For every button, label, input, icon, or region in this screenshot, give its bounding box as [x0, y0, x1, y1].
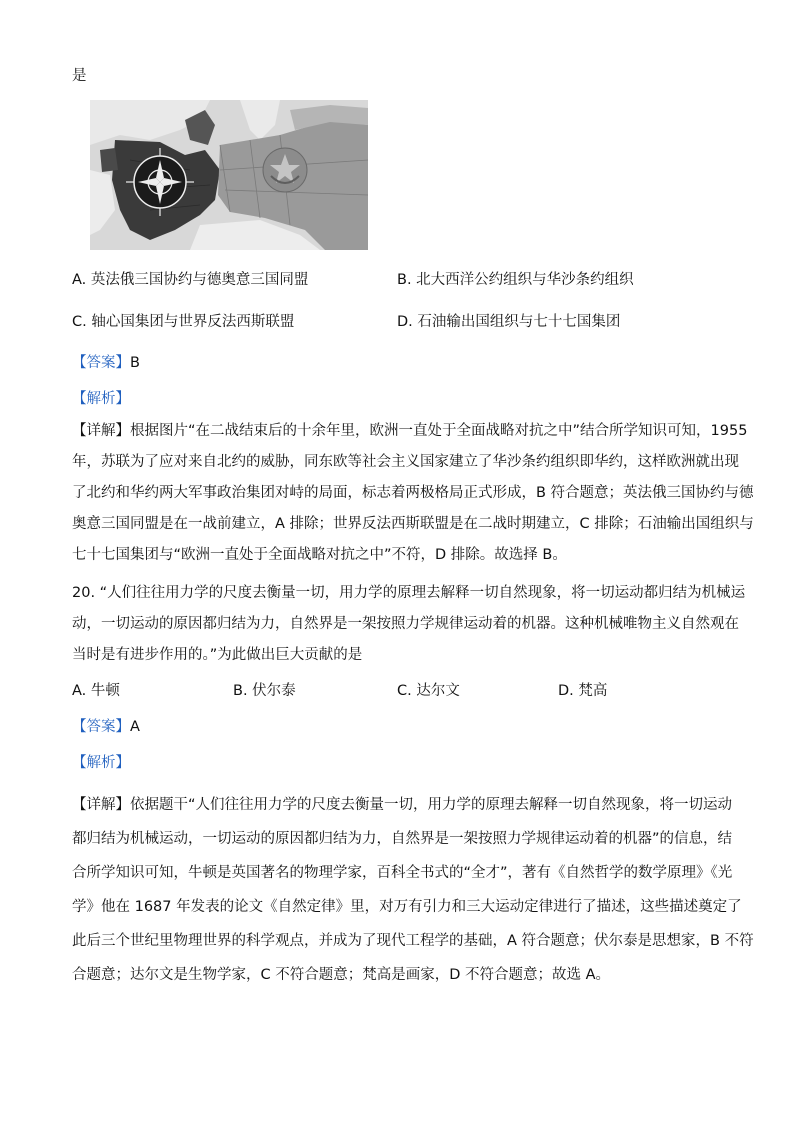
detail-paragraph	[72, 788, 754, 992]
detail-line: 了北约和华约两大军事政治集团对峙的局面，标志着两极格局正式形成，B 符合题意；英法俄三国协约与德	[72, 485, 754, 501]
question-stem-tail: 是	[72, 68, 87, 84]
answer-value: A	[130, 719, 140, 735]
detail-line: 根据图片“在二战结束后的十余年里，欧洲一直处于全面战略对抗之中”结合所学知识可知，1955	[130, 423, 748, 439]
option-d: D. 石油输出国组织与七十七国集团	[397, 314, 621, 330]
answer-tag: 【答案】	[72, 355, 130, 371]
detail-line: 奥意三国同盟是在一战前建立，A 排除；世界反法西斯联盟是在二战时期建立，C 排除；石油输出国组织与	[72, 516, 754, 532]
detail-paragraph	[72, 416, 754, 571]
detail-line: 依据题干“人们往往用力学的尺度去衡量一切，用力学的原理去解释一切自然现象，将一切运动	[130, 797, 733, 813]
option-a: A. 英法俄三国协约与德奥意三国同盟	[72, 272, 309, 288]
answer-line	[72, 717, 140, 737]
answer-line	[72, 353, 140, 373]
option-d: D. 梵高	[558, 683, 608, 699]
detail-line: 年，苏联为了应对来自北约的威胁，同东欧等社会主义国家建立了华沙条约组织即华约，这样欧洲就出现	[72, 454, 739, 470]
detail-line: 学》他在 1687 年发表的论文《自然定律》里，对万有引力和三大运动定律进行了描述，这些描述奠定了	[72, 899, 742, 915]
stem-line: 动，一切运动的原因都归结为力，自然界是一架按照力学规律运动着的机器。这种机械唯物主义自然观在	[72, 616, 739, 632]
analysis-tag: 【解析】	[72, 391, 130, 407]
answer-value: B	[130, 355, 140, 371]
option-b: B. 伏尔泰	[233, 683, 296, 699]
detail-line: 都归结为机械运动，一切运动的原因都归结为力，自然界是一架按照力学规律运动着的机器”的信息，结	[72, 831, 733, 847]
detail-tag: 【详解】	[72, 423, 130, 439]
detail-tag: 【详解】	[72, 797, 130, 813]
analysis-tag: 【解析】	[72, 755, 130, 771]
detail-line: 合题意；达尔文是生物学家，C 不符合题意；梵高是画家，D 不符合题意；故选 A。	[72, 967, 611, 983]
option-b: B. 北大西洋公约组织与华沙条约组织	[397, 272, 634, 288]
stem-line: 当时是有进步作用的。”为此做出巨大贡献的是	[72, 647, 363, 663]
detail-line: 七十七国集团与“欧洲一直处于全面战略对抗之中”不符，D 排除。故选择 B。	[72, 547, 567, 563]
question-20-stem	[72, 578, 746, 671]
option-a: A. 牛顿	[72, 683, 120, 699]
answer-tag: 【答案】	[72, 719, 130, 735]
detail-line: 此后三个世纪里物理世界的科学观点，并成为了现代工程学的基础，A 符合题意；伏尔泰是思想家，B 不符	[72, 933, 754, 949]
stem-line: 20. “人们往往用力学的尺度去衡量一切，用力学的原理去解释一切自然现象，将一切运动都归结为机械运	[72, 585, 746, 601]
europe-map-image	[90, 100, 368, 250]
option-c: C. 轴心国集团与世界反法西斯联盟	[72, 314, 295, 330]
option-c: C. 达尔文	[397, 683, 460, 699]
detail-line: 合所学知识可知，牛顿是英国著名的物理学家，百科全书式的“全才”，著有《自然哲学的数学原理》《光	[72, 865, 733, 881]
